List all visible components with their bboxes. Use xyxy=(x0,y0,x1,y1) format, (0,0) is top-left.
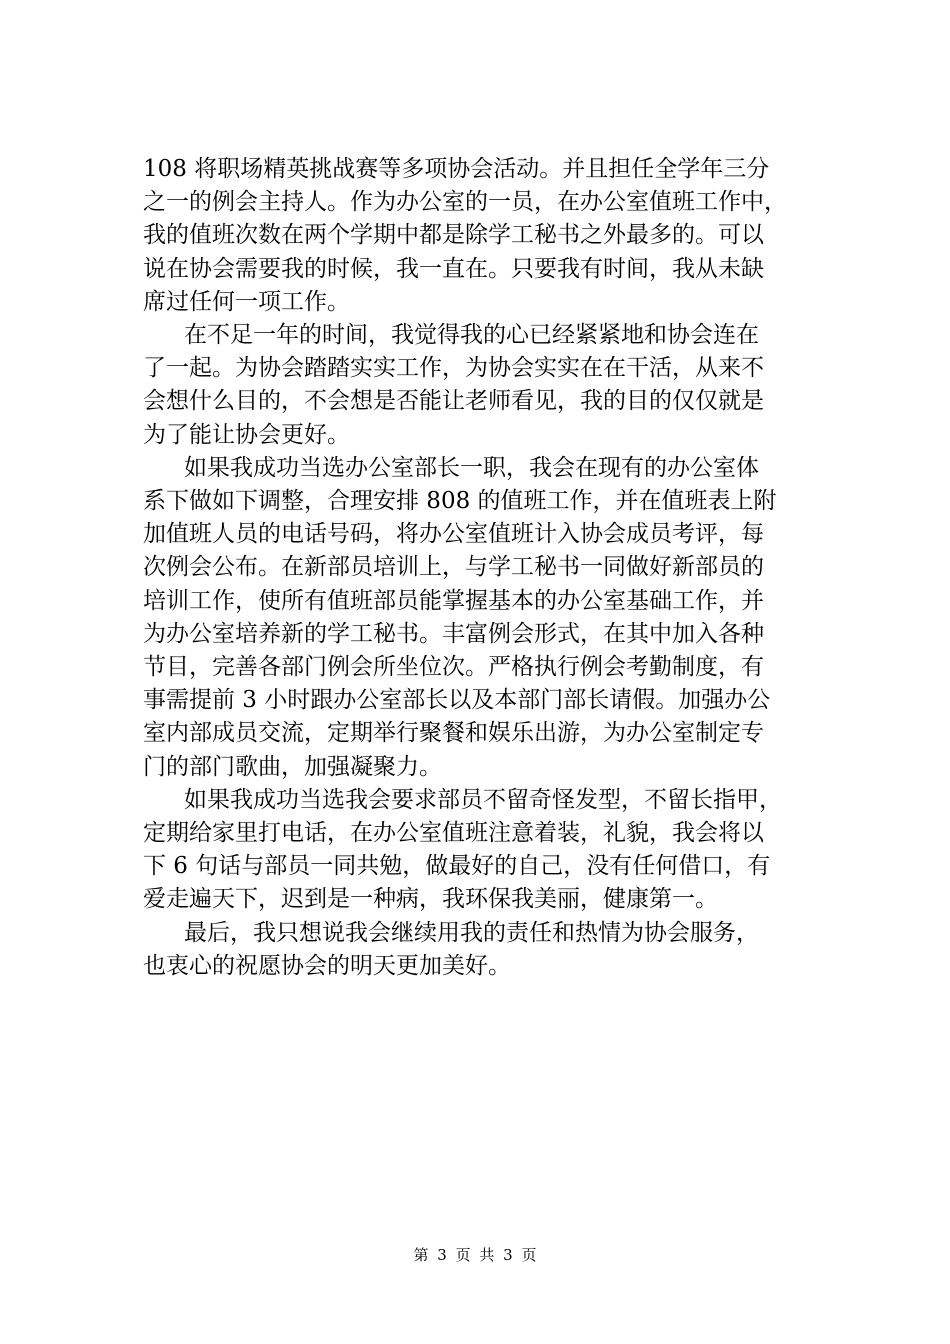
paragraph-line: 之一的例会主持人。作为办公室的一员，在办公室值班工作中， xyxy=(143,189,787,216)
paragraph-line: 如果我成功当选我会要求部员不留奇怪发型，不留长指甲， xyxy=(184,786,782,813)
paragraph-line: 如果我成功当选办公室部长一职，我会在现有的办公室体 xyxy=(184,454,759,481)
paragraph-line: 下 6 句话与部员一同共勉，做最好的自己，没有任何借口，有 xyxy=(143,853,771,880)
paragraph-line: 说在协会需要我的时候，我一直在。只要我有时间，我从未缺 xyxy=(143,255,764,282)
paragraph-1 xyxy=(143,153,823,319)
page-number-footer: 第 3 页 共 3 页 xyxy=(413,1246,537,1264)
paragraph-line: 108 将职场精英挑战赛等多项协会活动。并且担任全学年三分 xyxy=(143,156,770,182)
paragraph-2 xyxy=(143,319,823,452)
paragraph-line: 事需提前 3 小时跟办公室部长以及本部门部长请假。加强办公 xyxy=(143,687,771,714)
paragraph-line: 最后，我只想说我会继续用我的责任和热情为协会服务， xyxy=(184,919,759,946)
document-body xyxy=(143,153,823,983)
paragraph-line: 定期给家里打电话，在办公室值班注意着装，礼貌，我会将以 xyxy=(143,820,764,847)
paragraph-line: 了一起。为协会踏踏实实工作，为协会实实在在干活，从来不 xyxy=(143,355,764,382)
paragraph-line: 节目，完善各部门例会所坐位次。严格执行例会考勤制度，有 xyxy=(143,654,764,681)
paragraph-line: 室内部成员交流，定期举行聚餐和娱乐出游，为办公室制定专 xyxy=(143,720,764,747)
paragraph-line: 加值班人员的电话号码，将办公室值班计入协会成员考评，每 xyxy=(143,521,764,548)
paragraph-3 xyxy=(143,452,823,784)
paragraph-4 xyxy=(143,784,823,917)
paragraph-line: 在不足一年的时间，我觉得我的心已经紧紧地和协会连在 xyxy=(184,322,759,349)
paragraph-line: 为了能让协会更好。 xyxy=(143,421,350,448)
paragraph-5 xyxy=(143,917,823,983)
paragraph-line: 系下做如下调整，合理安排 808 的值班工作，并在值班表上附 xyxy=(143,488,777,515)
paragraph-line: 为办公室培养新的学工秘书。丰富例会形式，在其中加入各种 xyxy=(143,620,764,647)
paragraph-line: 爱走遍天下，迟到是一种病，我环保我美丽，健康第一。 xyxy=(143,886,718,913)
paragraph-line: 席过任何一项工作。 xyxy=(143,288,350,315)
paragraph-line: 次例会公布。在新部员培训上，与学工秘书一同做好新部员的 xyxy=(143,554,764,581)
paragraph-line: 也衷心的祝愿协会的明天更加美好。 xyxy=(143,952,511,979)
paragraph-line: 我的值班次数在两个学期中都是除学工秘书之外最多的。可以 xyxy=(143,222,764,249)
paragraph-line: 门的部门歌曲，加强凝聚力。 xyxy=(143,753,442,780)
paragraph-line: 会想什么目的，不会想是否能让老师看见，我的目的仅仅就是 xyxy=(143,388,764,415)
paragraph-line: 培训工作，使所有值班部员能掌握基本的办公室基础工作，并 xyxy=(143,587,764,614)
